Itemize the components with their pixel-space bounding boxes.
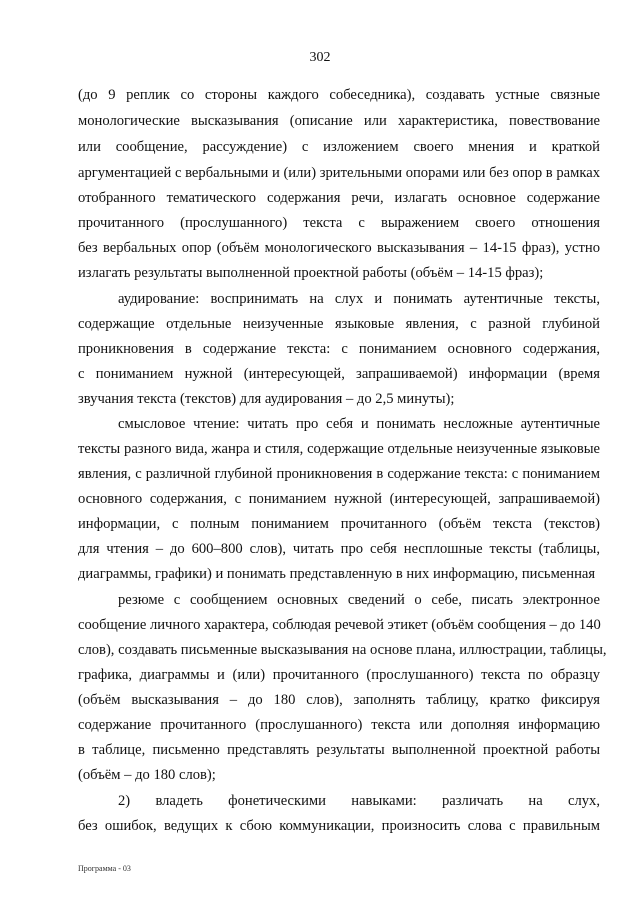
text-line: информации, с полным пониманием прочитанного (объём текста (текстов) (78, 516, 600, 532)
text-line: основного содержания, с пониманием нужной (интересующей, запрашиваемой) (78, 491, 600, 507)
text-line: (до 9 реплик со стороны каждого собеседника), создавать устные связные (78, 87, 600, 103)
text-line: излагать результаты выполненной проектной работы (объём – 14-15 фраз); (78, 265, 544, 281)
text-line: слов), создавать письменные высказывания на основе плана, иллюстрации, таблицы, (78, 642, 607, 658)
text-line: без вербальных опор (объём монологического высказывания – 14-15 фраз), устно (78, 240, 600, 256)
text-line: без ошибок, ведущих к сбою коммуникации, произносить слова с правильным (78, 818, 600, 834)
text-line: звучания текста (текстов) для аудирования – до 2,5 минуты); (78, 391, 455, 407)
text-line: содержащие отдельные неизученные языковые явления, с разной глубиной (78, 316, 600, 332)
text-line: явления, с различной глубиной проникновения в содержание текста: с пониманием (78, 466, 600, 482)
text-line: или сообщение, рассуждение) с изложением своего мнения и краткой (78, 139, 600, 155)
text-line: монологические высказывания (описание или характеристика, повествование (78, 113, 600, 129)
text-line: содержание прочитанного (прослушанного) текста или дополняя информацию (78, 717, 600, 733)
text-line: диаграммы, графики) и понимать представленную в них информацию, письменная (78, 566, 596, 582)
text-line: (объём высказывания – до 180 слов), заполнять таблицу, кратко фиксируя (78, 692, 600, 708)
text-line: для чтения – до 600–800 слов), читать про себя несплошные тексты (таблицы, (78, 541, 600, 557)
text-line: смысловое чтение: читать про себя и понимать несложные аутентичные (118, 416, 600, 432)
text-line: с пониманием нужной (интересующей, запрашиваемой) информации (время (78, 366, 600, 382)
text-line: графика, диаграммы и (или) прочитанного (прослушанного) текста по образцу (78, 667, 600, 683)
text-line: отобранного тематического содержания речи, излагать основное содержание (78, 190, 600, 206)
text-line: прочитанного (прослушанного) текста с выражением своего отношения (78, 215, 600, 231)
text-line: (объём – до 180 слов); (78, 767, 216, 783)
text-line: в таблице, письменно представлять результаты выполненной проектной работы (78, 742, 600, 758)
text-line: тексты разного вида, жанра и стиля, содержащие отдельные неизученные языковые (78, 441, 600, 457)
text-line: аудирование: воспринимать на слух и понимать аутентичные тексты, (118, 291, 600, 307)
text-line: проникновения в содержание текста: с пониманием основного содержания, (78, 341, 600, 357)
text-line: 2) владеть фонетическими навыками: различать на слух, (118, 793, 600, 809)
text-line: аргументацией с вербальными и (или) зрительными опорами или без опор в рамках (78, 165, 600, 181)
text-line: резюме с сообщением основных сведений о себе, писать электронное (118, 592, 600, 608)
page-number: 302 (309, 50, 331, 65)
footer-text: Программа - 03 (78, 864, 131, 873)
text-line: сообщение личного характера, соблюдая речевой этикет (объём сообщения – до 140 (78, 617, 601, 633)
